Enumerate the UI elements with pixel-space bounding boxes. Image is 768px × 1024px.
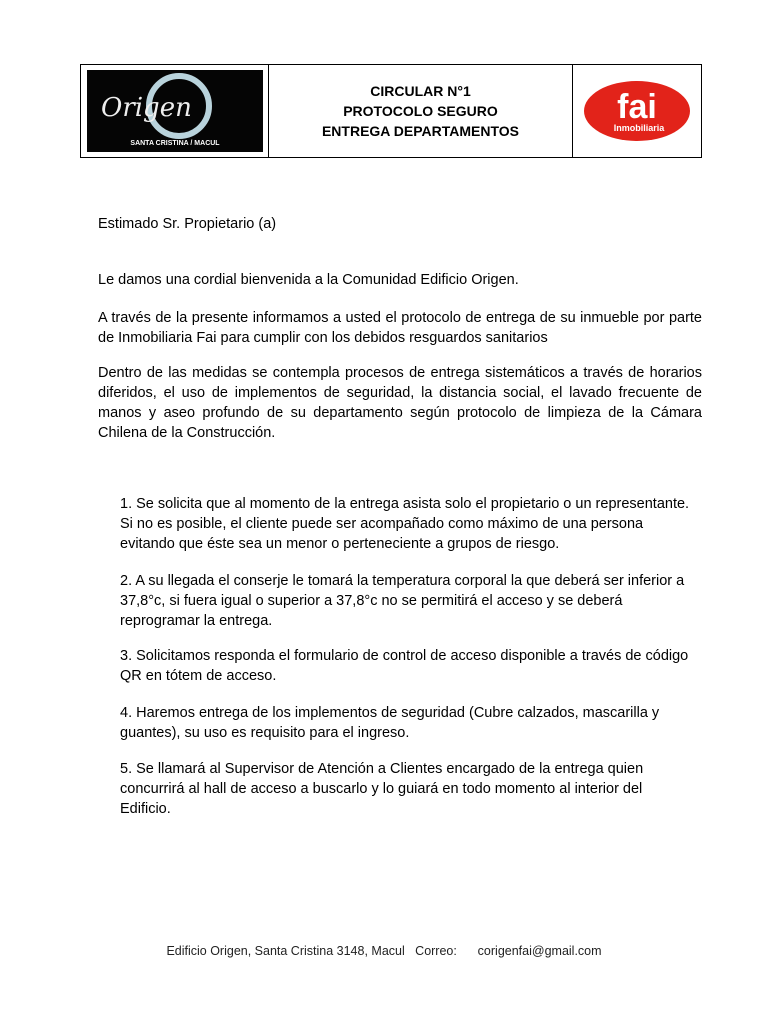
greeting: Estimado Sr. Propietario (a) [98, 216, 277, 232]
intro-paragraph: A través de la presente informamos a usted el protocolo de entrega de su inmueble por parte de Inmobiliaria Fai para cumplir con los debidos resguardos sanitarios [98, 310, 702, 346]
list-item: 2. A su llegada el conserje le tomará la temperatura corporal la que deberá ser inferior a 37,8°c, si fuera igual o superior a 37,8°c no se permitirá el acceso y se deberá reprogramar la entrega. [120, 573, 685, 629]
fai-logo-sub: Inmobiliaria [613, 123, 665, 133]
origen-logo [87, 70, 263, 152]
header-left-cell [81, 65, 269, 157]
origen-logo-name: Origen [100, 93, 192, 123]
circular-topic: ENTREGA DEPARTAMENTOS [321, 123, 520, 139]
header-title-cell [269, 65, 573, 157]
fai-logo [582, 78, 692, 144]
measures-paragraph: Dentro de las medidas se contempla procesos de entrega sistemáticos a través de horarios diferidos, el uso de implementos de seguridad, la distancia social, el lavado frecuente de manos y aseo profundo de su departamento según protocolo de limpieza de la Cámara Chilena de la Construcción. [98, 365, 702, 441]
origen-logo-sub: SANTA CRISTINA / MACUL [129, 140, 220, 147]
list-item: 4. Haremos entrega de los implementos de seguridad (Cubre calzados, mascarilla y guantes), su uso es requisito para el ingreso. [120, 705, 660, 741]
welcome-paragraph: Le damos una cordial bienvenida a la Comunidad Edificio Origen. [98, 272, 519, 288]
header-table [80, 64, 702, 158]
circular-number: CIRCULAR N°1 [370, 83, 471, 99]
circular-subtitle: PROTOCOLO SEGURO [343, 103, 498, 119]
header-right-cell [573, 65, 701, 157]
list-item: 3. Solicitamos responda el formulario de control de acceso disponible a través de código QR en tótem de acceso. [120, 648, 689, 684]
list-item: 5. Se llamará al Supervisor de Atención a Clientes encargado de la entrega quien concurrirá al hall de acceso a buscarlo y lo guiará en todo momento al interior del Edificio. [120, 761, 644, 817]
footer-address [0, 944, 768, 958]
list-item: 1. Se solicita que al momento de la entrega asista solo el propietario o un representante. Si no es posible, el cliente puede ser acompañado como máximo de una persona evitando que éste sea un menor o perteneciente a grupos de riesgo. [120, 496, 690, 552]
fai-logo-name: fai [617, 88, 657, 126]
footer-text: Edificio Origen, Santa Cristina 3148, Macul Correo: corigenfai@gmail.com [166, 944, 602, 958]
